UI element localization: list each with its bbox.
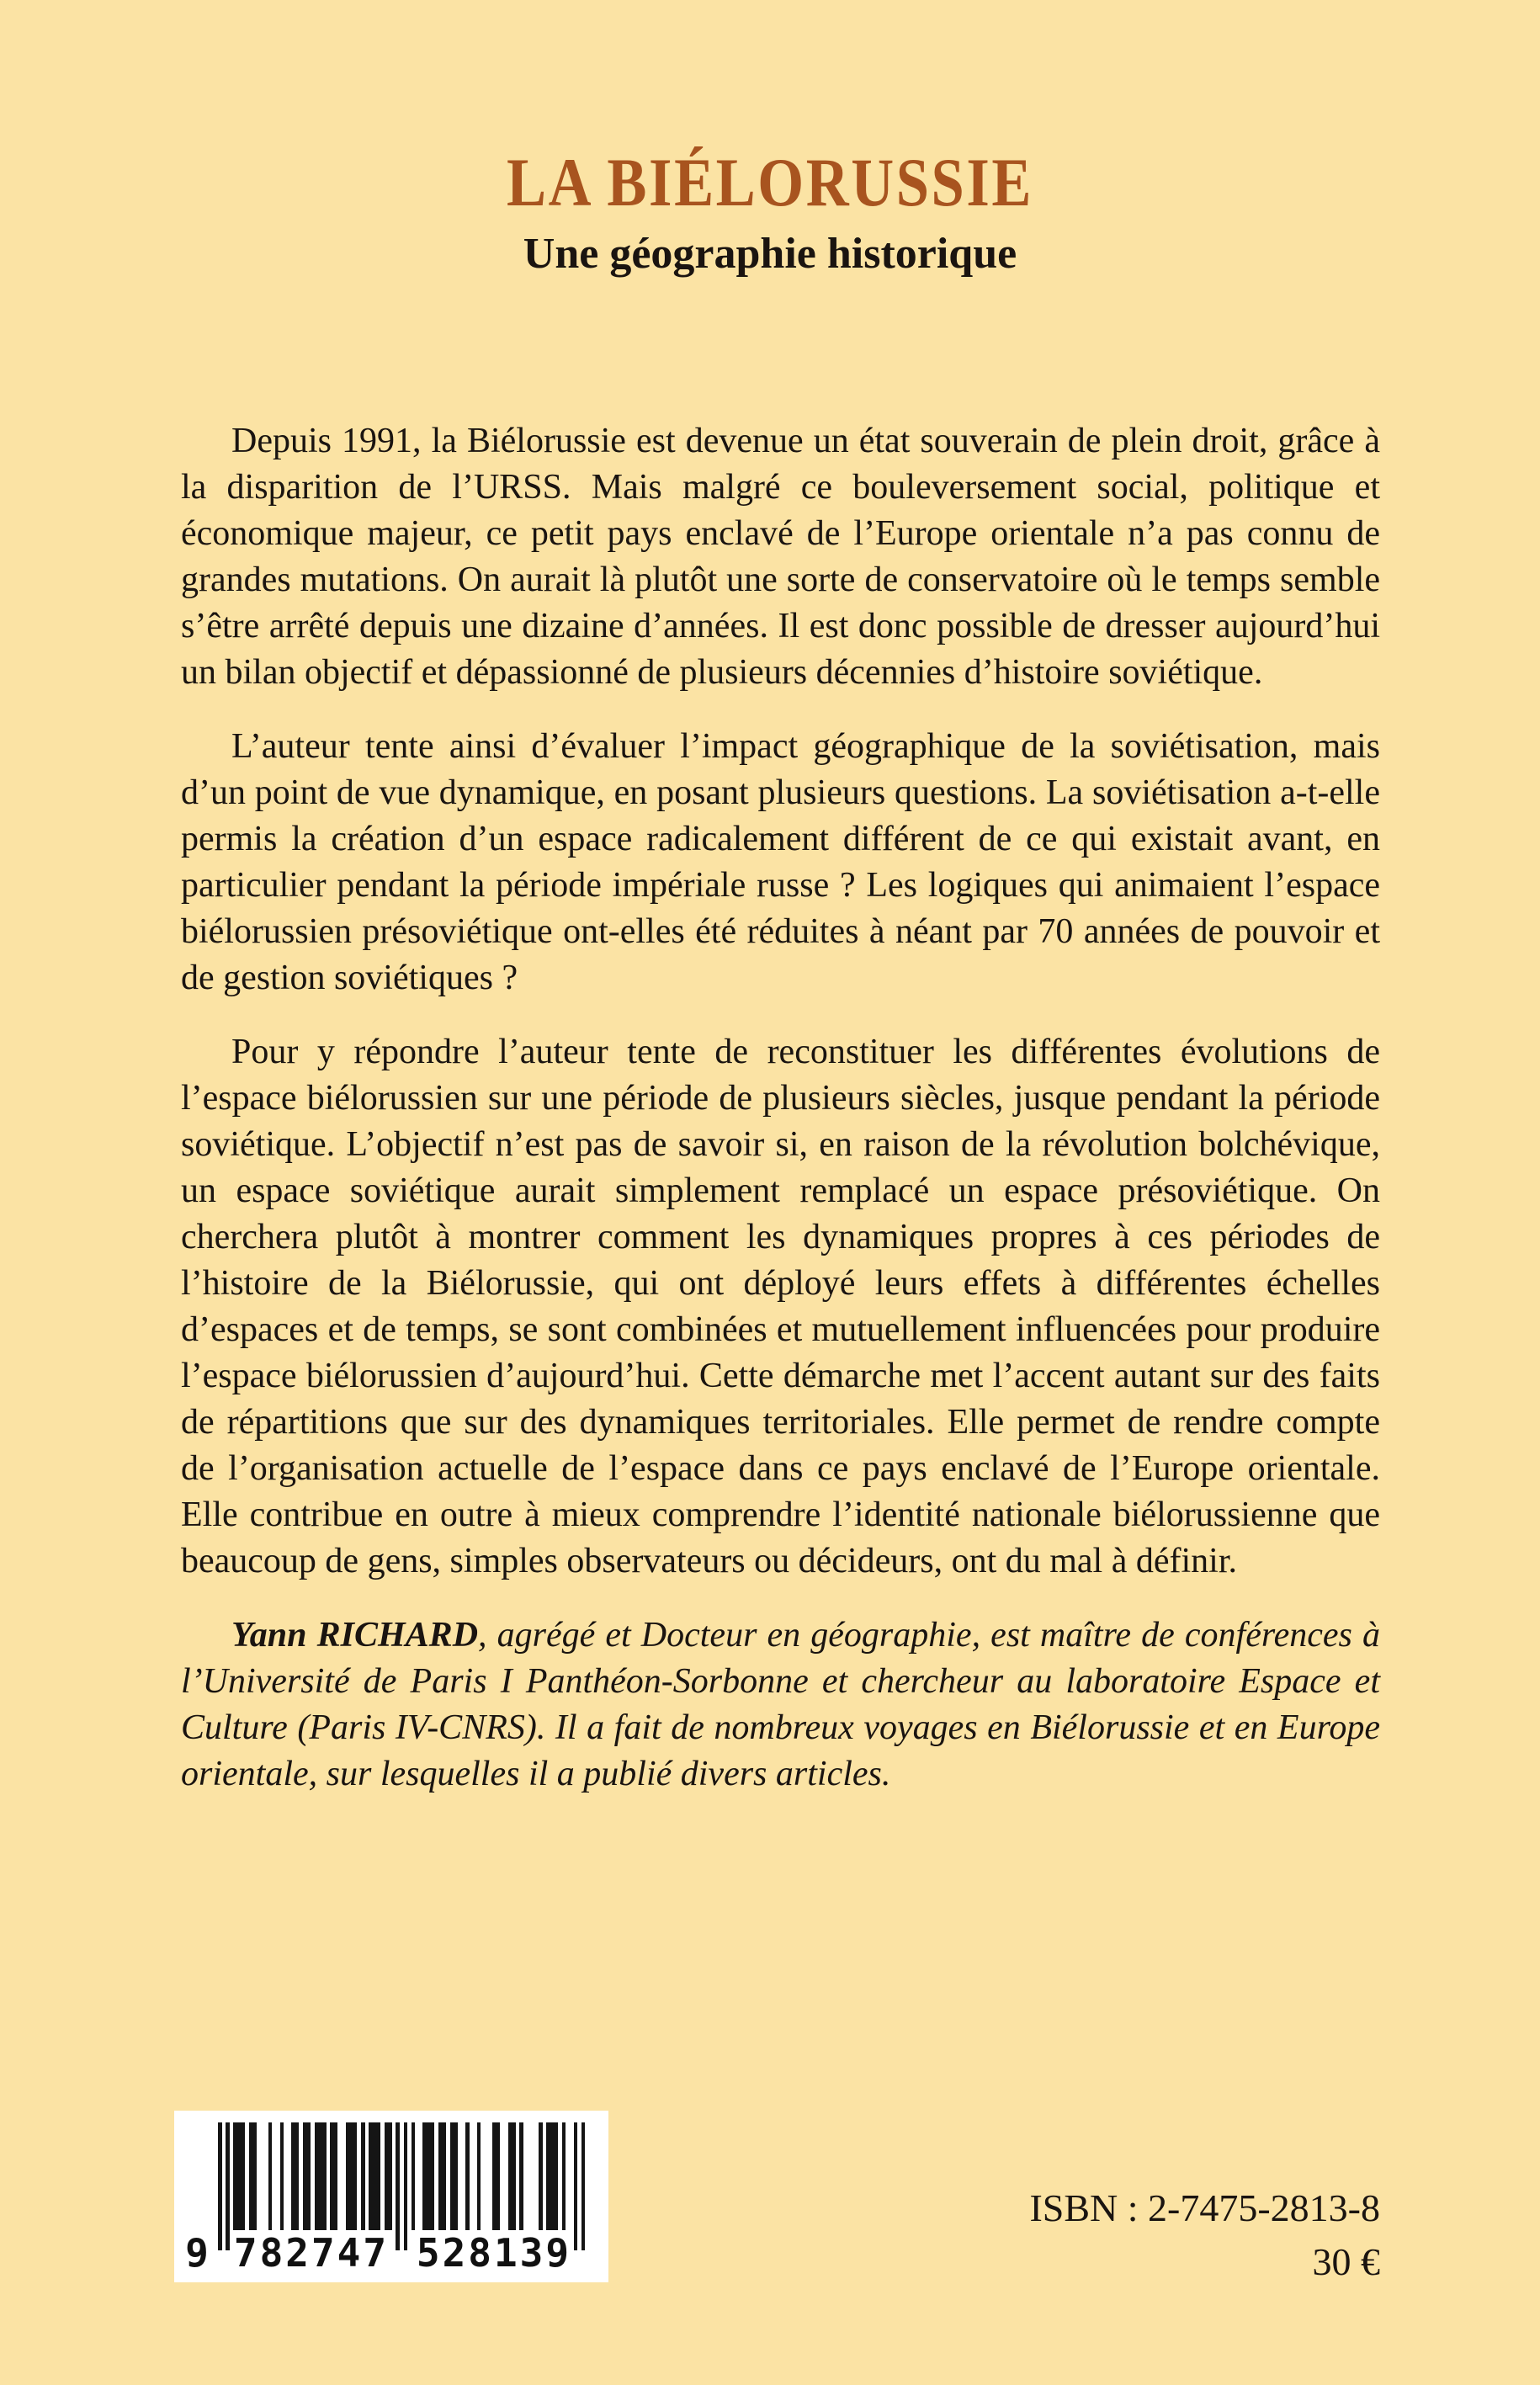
synopsis-paragraph-1: Depuis 1991, la Biélorussie est devenue un état souverain de plein droit, grâce à la disparition de l’URSS. Mais malgré ce bouleversement social, politique et économique majeur, ce petit pays enclavé de l’Europe orientale n’a pas connu de grandes mutations. On aurait là plutôt une sorte de conservatoire où le temps semble s’être arrêté depuis une dizaine d’années. Il est donc possible de dresser aujourd’hui un bilan objectif et dépassionné de plusieurs décennies d’histoire soviétique. [181,422,1380,692]
barcode-digit-group-1: 782747 [233,2230,390,2276]
author-bio-text: , agrégé et Docteur en géographie, est maître de conférences à l’Université de Paris I Panthéon-Sorbonne et chercheur au laboratoire Espace et Culture (Paris IV-CNRS). Il a fait de nombreux voyages en Biélorussie et en Europe orientale, sur lesquelles il a publié divers articles. [181,1616,1381,1793]
synopsis-block [181,418,1380,1825]
barcode-digit-group-2: 528139 [416,2230,572,2276]
barcode-lead-digit: 9 [185,2230,209,2276]
book-subtitle: Une géographie historique [523,230,1017,278]
isbn-text: ISBN : 2-7475-2813-8 [1029,2186,1380,2229]
synopsis-paragraph-2: L’auteur tente ainsi d’évaluer l’impact géographique de la soviétisation, mais d’un point de vue dynamique, en posant plusieurs questions. La soviétisation a-t-elle permis la création d’un espace radicalement différent de ce qui existait avant, en particulier pendant la période impériale russe ? Les logiques qui animaient l’espace biélorussien présoviétique ont-elles été réduites à néant par 70 années de pouvoir et de gestion soviétiques ? [181,727,1380,997]
barcode-digits [174,2228,608,2279]
synopsis-paragraph-3: Pour y répondre l’auteur tente de reconstituer les différentes évolutions de l’espace biélorussien sur une période de plusieurs siècles, jusque pendant la période soviétique. L’objectif n’est pas de savoir si, en raison de la révolution bolchévique, un espace soviétique aurait simplement remplacé un espace présoviétique. On cherchera plutôt à montrer comment les dynamiques propres à ces périodes de l’histoire de la Biélorussie, qui ont déployé leurs effets à différentes échelles d’espaces et de temps, se sont combinées et mutuellement influencées pour produire l’espace biélorussien d’aujourd’hui. Cette démarche met l’accent autant sur des faits de répartitions que sur des dynamiques territoriales. Elle permet de rendre compte de l’organisation actuelle de l’espace dans ce pays enclavé de l’Europe orientale. Elle contribue en outre à mieux comprendre l’identité nationale biélorussienne que beaucoup de gens, simples observateurs ou décideurs, ont du mal à définir. [181,1033,1380,1580]
barcode-box [174,2111,608,2282]
book-title: LA BIÉLORUSSIE [506,144,1033,220]
price-text: 30 € [1312,2240,1380,2283]
author-bio [181,1612,1380,1798]
author-name: Yann RICHARD [231,1616,479,1655]
